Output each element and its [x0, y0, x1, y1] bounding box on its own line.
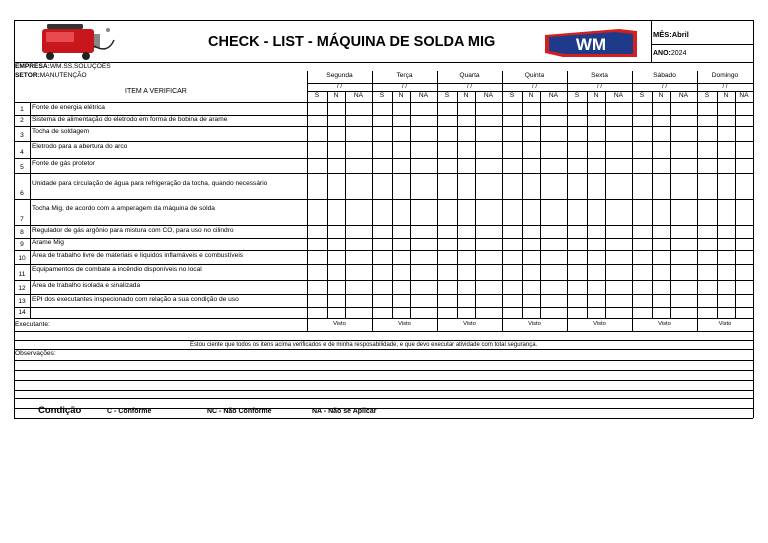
item-number: 8: [20, 229, 24, 236]
sub-column-header: NA: [678, 92, 689, 99]
page-title: CHECK - LIST - MÁQUINA DE SOLDA MIG: [208, 34, 496, 50]
legend-condicao: Condição: [38, 405, 82, 416]
item-number: 10: [18, 255, 26, 262]
item-text: Unidade para circulação de água para refrigeração da tocha, quando necessário: [32, 180, 268, 187]
item-text: Regulador de gás argônio para mistura com CO, para uso no cilindro: [32, 227, 234, 234]
grid-line: [14, 238, 753, 239]
grid-line: [307, 71, 308, 331]
grid-line: [522, 91, 523, 318]
empresa-value: WM.SS.SOLUÇOES: [49, 63, 111, 70]
sub-column-header: N: [333, 92, 339, 99]
item-text: Arame Mig: [32, 239, 64, 246]
sub-column-header: NA: [739, 92, 749, 99]
setor-value: MANUTENÇÃO: [39, 72, 87, 79]
grid-line: [14, 318, 753, 319]
sub-column-header: N: [463, 92, 469, 99]
item-text: Eletrodo para a abertura do arco: [32, 143, 128, 150]
grid-line: [717, 91, 718, 318]
date-placeholder: / /: [596, 84, 602, 90]
grid-line: [14, 20, 753, 21]
item-header: ITEM A VERIFICAR: [125, 88, 187, 95]
grid-line: [540, 91, 541, 318]
grid-line: [457, 91, 458, 318]
company-logo: [545, 27, 637, 59]
sub-column-header: NA: [548, 92, 559, 99]
welding-machine-image: [38, 20, 118, 62]
grid-line: [632, 71, 633, 331]
item-number: 3: [20, 132, 24, 139]
grid-line: [14, 173, 753, 174]
item-number: 9: [20, 241, 24, 248]
date-placeholder: / /: [401, 84, 407, 90]
item-number: 1: [20, 106, 24, 113]
grid-line: [14, 225, 753, 226]
item-text: Fonte de energia elétrica: [32, 104, 105, 111]
executante-label: Executante:: [15, 321, 50, 328]
grid-line: [14, 294, 753, 295]
grid-line: [697, 71, 698, 331]
item-number: 14: [18, 309, 26, 316]
date-placeholder: / /: [661, 84, 667, 90]
grid-line: [14, 264, 753, 265]
visto-label: Visto: [528, 321, 541, 327]
day-header: Segunda: [326, 72, 353, 79]
grid-line: [14, 380, 753, 381]
month-label: MÊS:: [653, 30, 672, 39]
item-text: Sistema de alimentação do eletrodo em forma de bobina de arame: [32, 116, 228, 123]
sub-column-header: NA: [483, 92, 494, 99]
grid-line: [14, 331, 753, 332]
grid-line: [14, 126, 753, 127]
setor-label: SETOR:: [15, 72, 40, 79]
sub-column-header: S: [379, 92, 385, 99]
visto-label: Visto: [398, 321, 411, 327]
grid-line: [14, 250, 753, 251]
sub-column-header: S: [574, 92, 580, 99]
month-field: [653, 31, 689, 39]
date-placeholder: / /: [336, 84, 342, 90]
item-number: 2: [20, 117, 24, 124]
visto-label: Visto: [658, 321, 671, 327]
sub-column-header: S: [704, 92, 710, 99]
logo-text: WM: [575, 35, 607, 54]
grid-line: [14, 199, 753, 200]
day-header: Domingo: [711, 72, 739, 79]
item-number: 7: [20, 216, 24, 223]
sub-column-header: N: [658, 92, 664, 99]
sub-column-header: S: [639, 92, 645, 99]
grid-line: [567, 71, 568, 331]
day-header: Sábado: [653, 72, 676, 79]
grid-line: [14, 398, 753, 399]
grid-line: [14, 158, 753, 159]
visto-label: Visto: [593, 321, 606, 327]
sub-column-header: N: [723, 92, 729, 99]
grid-line: [14, 349, 753, 350]
grid-line: [651, 44, 753, 45]
legend-conforme: C - Conforme: [107, 408, 152, 415]
date-placeholder: / /: [466, 84, 472, 90]
grid-line: [475, 91, 476, 318]
legend-nao-conforme: NC - Não Conforme: [207, 408, 272, 415]
sub-column-header: N: [593, 92, 599, 99]
item-number: 6: [20, 190, 24, 197]
item-text: Área de trabalho isolada e sinalizada: [32, 282, 141, 289]
item-number: 12: [18, 285, 26, 292]
grid-line: [392, 91, 393, 318]
grid-line: [372, 71, 373, 331]
sub-column-header: NA: [418, 92, 429, 99]
item-text: Tocha Mig, de acordo com a amperagem da máquina de solda: [32, 205, 215, 212]
grid-line: [14, 102, 753, 103]
year-value: 2024: [670, 50, 687, 57]
grid-line: [437, 71, 438, 331]
empresa-label: EMPRESA:: [15, 63, 50, 70]
grid-line: [587, 91, 588, 318]
sub-column-header: S: [444, 92, 450, 99]
date-placeholder: / /: [722, 84, 728, 90]
item-text: Área de trabalho livre de materiais e líquidos inflamáveis e combustíveis: [32, 252, 244, 259]
day-header: Quarta: [459, 72, 480, 79]
grid-line: [410, 91, 411, 318]
legend-nao-aplica: NA - Não se Aplicar: [312, 408, 377, 415]
grid-line: [14, 370, 753, 371]
grid-line: [14, 62, 753, 63]
item-number: 4: [20, 149, 24, 156]
grid-line: [14, 340, 753, 341]
visto-label: Visto: [463, 321, 476, 327]
grid-line: [735, 91, 736, 318]
observacoes-label: Observações:: [15, 350, 56, 357]
sub-column-header: N: [528, 92, 534, 99]
sub-column-header: S: [314, 92, 320, 99]
grid-line: [651, 20, 652, 62]
item-text: Tocha de soldagem: [32, 128, 90, 135]
item-number: 11: [18, 271, 26, 278]
grid-line: [605, 91, 606, 318]
grid-line: [652, 91, 653, 318]
visto-label: Visto: [718, 321, 732, 327]
grid-line: [345, 91, 346, 318]
visto-label: Visto: [333, 321, 346, 327]
date-placeholder: / /: [531, 84, 537, 90]
grid-line: [14, 360, 753, 361]
item-text: Equipamentos de combate a incêndio disponíveis no local: [32, 266, 202, 273]
sub-column-header: S: [509, 92, 515, 99]
grid-line: [14, 418, 753, 419]
item-text: EPI dos executantes inspecionado com relação a sua condição de uso: [32, 296, 239, 303]
year-label: ANO:: [653, 50, 671, 57]
year-field: [653, 50, 686, 57]
grid-line: [753, 71, 754, 331]
day-header: Terça: [396, 72, 413, 79]
grid-line: [670, 91, 671, 318]
grid-line: [14, 307, 753, 308]
month-value: Abril: [671, 30, 689, 39]
item-text: Fonte de gás protetor: [32, 160, 96, 167]
day-header: Sexta: [591, 72, 608, 79]
empresa-field: [15, 64, 111, 71]
item-number: 5: [20, 164, 24, 171]
grid-line: [14, 390, 753, 391]
grid-line: [327, 91, 328, 318]
grid-line: [14, 20, 15, 62]
sub-column-header: N: [398, 92, 404, 99]
grid-line: [14, 280, 753, 281]
sub-column-header: NA: [613, 92, 624, 99]
setor-field: [15, 73, 87, 80]
item-number: 13: [18, 298, 26, 305]
day-header: Quinta: [524, 72, 545, 79]
sub-column-header: NA: [353, 92, 364, 99]
grid-line: [14, 141, 753, 142]
statement-text: Estou ciente que todos os itens acima verificados e de minha resposabilidade, e que devo executar atividade com total segurança.: [190, 342, 538, 348]
grid-line: [502, 71, 503, 331]
grid-line: [30, 102, 31, 318]
